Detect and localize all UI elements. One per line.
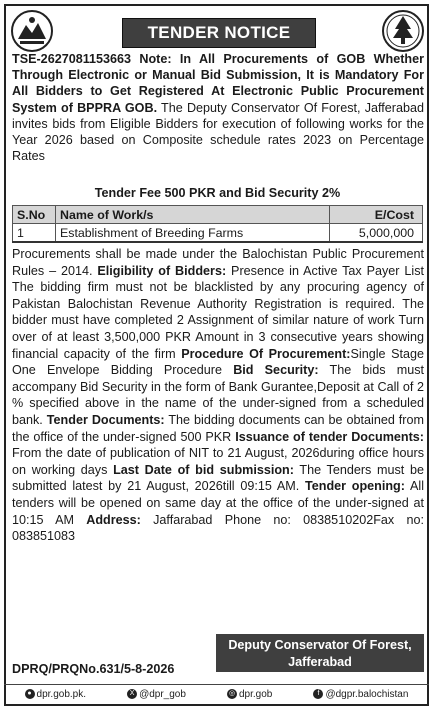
footer-website[interactable] (25, 689, 86, 700)
balochistan-emblem-icon (10, 9, 54, 53)
intro-text: The Deputy Conservator Of Forest, Jafferabad invites bids from Eligible Bidders for execution of following works for the Year 2026 based on Composite schedule rates 2023 on Percentage Rates (12, 100, 424, 164)
body-text-bid-security: The bids must accompany Bid Security in the form of Bank Gurantee,Deposit at Call of 2 % specified above in the name of the under-signed from a scheduled bank. (12, 363, 424, 427)
signature-block (216, 634, 424, 672)
footer-instagram-text: dpr.gob (239, 688, 273, 700)
body-text-tender-opening: All tenders will be opened on same day at the office of the under-signed at 10:15 AM (12, 479, 424, 527)
body-text-address: Jaffarabad Phone no: 0838510202Fax no: 083851083 (12, 512, 424, 544)
footer-instagram[interactable] (227, 689, 272, 700)
table-header-row (13, 206, 423, 224)
tender-fee-line: Tender Fee 500 PKR and Bid Security 2% (94, 186, 341, 200)
footer-bar (4, 684, 429, 703)
cell-name-of-work: Establishment of Breeding Farms (56, 224, 330, 243)
heading-last-date: Last Date of bid submission: (113, 462, 294, 477)
header-cost: E/Cost (330, 206, 423, 224)
body-text-tender-documents: The bidding documents can be obtained from the office of the under-signed 500 PKR (12, 412, 424, 444)
heading-procedure: Procedure Of Procurement: (181, 346, 351, 361)
body-text-eligibility: Presence in Active Tax Payer List The bidding firm must not be blacklisted by any procuring agency of Pakistan Balochistan Revenue Authority Registration is required. The bidder must have completed 2 Assignment of similar nature of work Turn over of at least 3,500,000 PKR Amount in 3 consecutive years showing financial capacity of the firm (12, 263, 424, 361)
heading-tender-documents: Tender Documents: (46, 412, 165, 427)
footer-x-text: @dpr_gob (139, 688, 186, 700)
instagram-icon: ◎ (228, 690, 236, 697)
reference-number: DPRQ/PRQNo.631/5-8-2026 (12, 662, 175, 676)
heading-issuance: Issuance of tender Documents: (235, 429, 424, 444)
x-icon: X (127, 689, 137, 699)
globe-icon: ● (25, 689, 35, 699)
header-sno: S.No (13, 206, 56, 224)
cell-sno: 1 (13, 224, 56, 243)
forest-department-emblem-icon (381, 9, 425, 53)
body-text-procurement: Procurements shall be made under the Balochistan Public Procurement Rules – 2014. (12, 247, 424, 278)
footer-x[interactable] (127, 689, 186, 700)
heading-tender-opening: Tender opening: (305, 479, 405, 494)
heading-address: Address: (86, 512, 141, 527)
cell-cost: 5,000,000 (330, 224, 423, 243)
table-row (13, 224, 423, 243)
header-name-of-work: Name of Work/s (56, 206, 330, 224)
facebook-icon: f (313, 689, 323, 699)
intro-note: TSE-2627081153663 Note: In All Procurements of GOB Whether Through Electronic or Manual Bid Submission, It is Mandatory For All Bidders to Get Registered At Electronic Public Procurement System of BPPRA GOB. (12, 52, 424, 115)
body-text-issuance: From the date of publication of NIT to 21 August, 2026during office hours on working days (12, 446, 424, 477)
notice-title: TENDER NOTICE (122, 18, 316, 48)
heading-eligibility: Eligibility of Bidders: (97, 263, 227, 278)
body-text-procedure: Single Stage One Envelope Bidding Procedure (12, 346, 424, 378)
notice-body (12, 246, 424, 545)
heading-bid-security: Bid Security: (233, 363, 319, 378)
intro-paragraph (12, 51, 424, 164)
footer-facebook[interactable] (313, 689, 408, 700)
footer-website-text: dpr.gob.pk. (36, 688, 87, 700)
footer-facebook-text: @dgpr.balochistan (325, 688, 409, 700)
signature-title: Deputy Conservator Of Forest, (228, 638, 412, 652)
body-text-last-date: The Tenders must be submitted latest by 21 August, 2026till 09:15 AM. (12, 462, 424, 494)
works-table (12, 205, 423, 243)
signature-location: Jafferabad (288, 654, 352, 669)
